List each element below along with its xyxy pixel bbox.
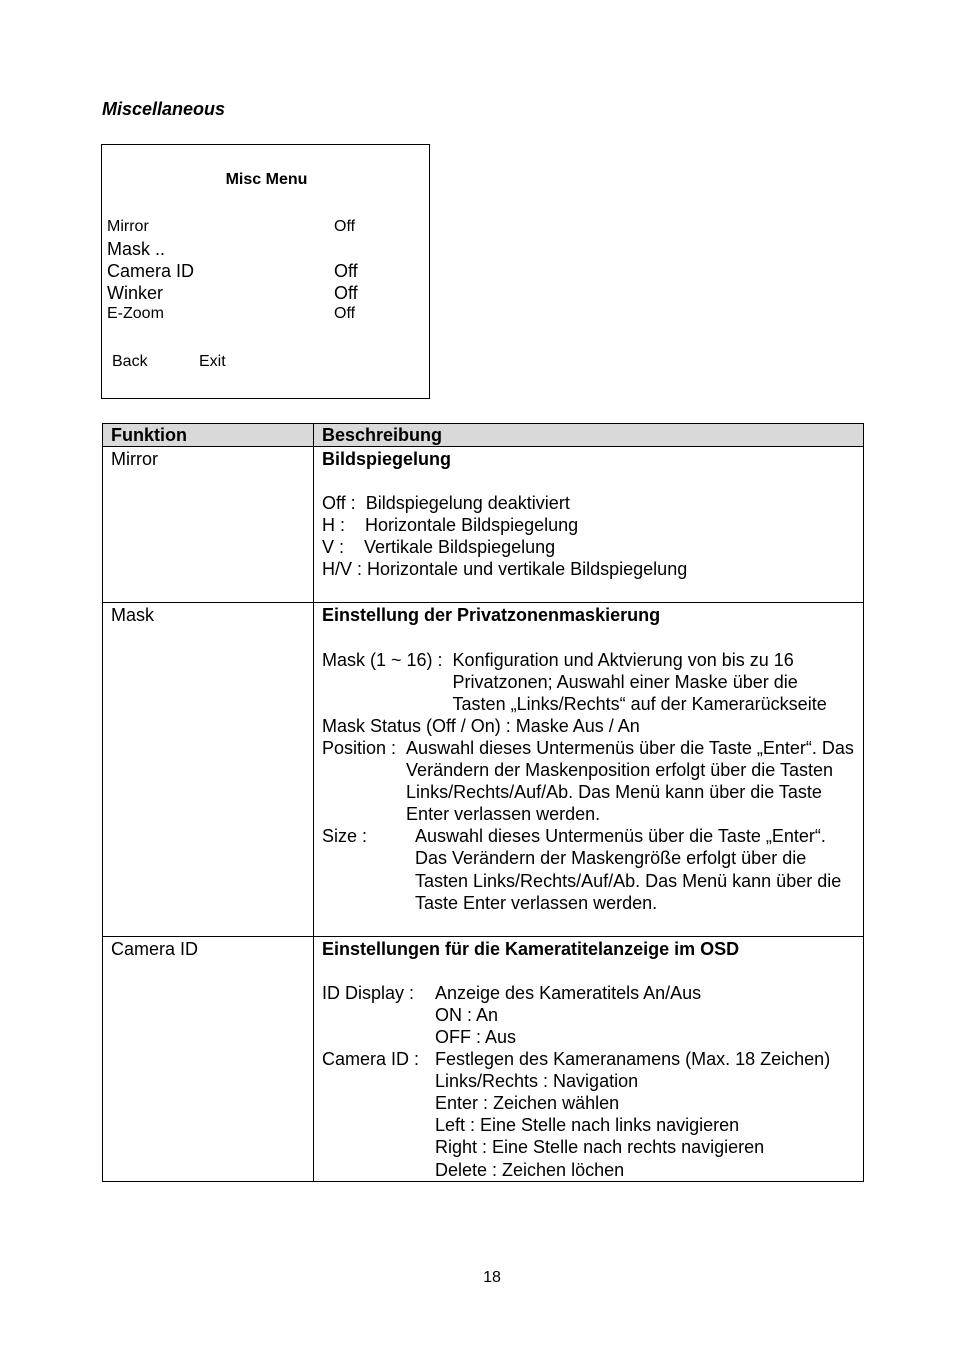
section-title: Miscellaneous [102, 99, 226, 119]
description-heading: Bildspiegelung [322, 449, 452, 469]
option-label: H : [322, 515, 366, 536]
option-label: Camera ID : [322, 1049, 430, 1070]
description-heading: Einstellung der Privatzonenmaskierung [322, 605, 661, 626]
option-text: OFF : Aus [435, 1026, 517, 1047]
option-text: Horizontale Bildspiegelung [365, 515, 579, 536]
menu-item-mirror: Mirror [107, 218, 149, 235]
mask-status: Mask Status (Off / On) : Maske Aus / An [322, 715, 640, 736]
option-text: ON : An [435, 1004, 499, 1025]
description-heading: Einstellungen für die Kameratitelanzeige im OSD [322, 938, 740, 959]
header-beschreibung: Beschreibung [314, 424, 864, 447]
option-text: Konfiguration und Aktvierung von bis zu 16 Privatzonen; Auswahl einer Maske über die Tasten „Links/Rechts“ auf der Kamerarückseite [452, 649, 827, 714]
option-text: Horizontale und vertikale Bildspiegelung [367, 559, 688, 580]
table-header-row [103, 424, 864, 447]
option-text: Vertikale Bildspiegelung [364, 537, 556, 558]
menu-value-camera-id: Off [334, 261, 358, 281]
page-number: 18 [483, 1269, 501, 1286]
menu-item-e-zoom: E-Zoom [107, 305, 164, 322]
option-label: V : [322, 537, 365, 558]
function-description [314, 936, 864, 1181]
menu-item-winker: Winker [107, 283, 164, 303]
function-name: Camera ID [103, 936, 314, 1181]
menu-item-mask: Mask .. [107, 239, 166, 259]
option-label: Size : [322, 826, 368, 847]
function-description [314, 603, 864, 936]
option-text: Auswahl dieses Untermenüs über die Taste „Enter“. Das Verändern der Maskengröße erfolgt über die Tasten Links/Rechts/Auf/Ab. Das Menü kann über die Taste Enter verlassen werden. [415, 826, 842, 913]
menu-back: Back [112, 353, 148, 370]
option-text: Delete : Zeichen löchen [435, 1159, 625, 1180]
option-text: Anzeige des Kameratitels An/Aus [435, 982, 702, 1003]
table-row-mirror [103, 447, 864, 603]
option-label: Position : [322, 737, 407, 758]
menu-value-winker: Off [334, 283, 358, 303]
function-description [314, 447, 864, 603]
menu-value-e-zoom: Off [334, 305, 356, 322]
option-label: ID Display : [322, 982, 430, 1003]
table-row-mask [103, 603, 864, 936]
menu-title: Misc Menu [225, 171, 308, 188]
function-name: Mirror [103, 447, 314, 603]
option-text: Auswahl dieses Untermenüs über die Taste „Enter“. Das Verändern der Maskenposition erfolgt über die Tasten Links/Rechts/Auf/Ab. Das Menü kann über die Taste Enter verlassen werden. [406, 737, 854, 825]
option-text: Festlegen des Kameranamens (Max. 18 Zeichen) [435, 1049, 831, 1070]
menu-exit: Exit [199, 353, 226, 370]
function-table [102, 423, 864, 1182]
option-text: Right : Eine Stelle nach rechts navigieren [435, 1137, 765, 1158]
header-funktion: Funktion [103, 424, 314, 447]
menu-value-mirror: Off [334, 218, 356, 235]
option-label: H/V : [322, 559, 368, 580]
option-label: Off : [322, 493, 366, 514]
function-name: Mask [103, 603, 314, 936]
option-text: Left : Eine Stelle nach links navigieren [435, 1115, 740, 1136]
menu-item-camera-id: Camera ID [107, 261, 195, 281]
option-text: Enter : Zeichen wählen [435, 1093, 620, 1114]
option-label: Mask (1 ~ 16) : [322, 649, 453, 670]
misc-menu-box [101, 144, 430, 399]
option-text: Links/Rechts : Navigation [435, 1071, 639, 1092]
table-row-camera-id [103, 936, 864, 1181]
option-text: Bildspiegelung deaktiviert [365, 493, 570, 514]
